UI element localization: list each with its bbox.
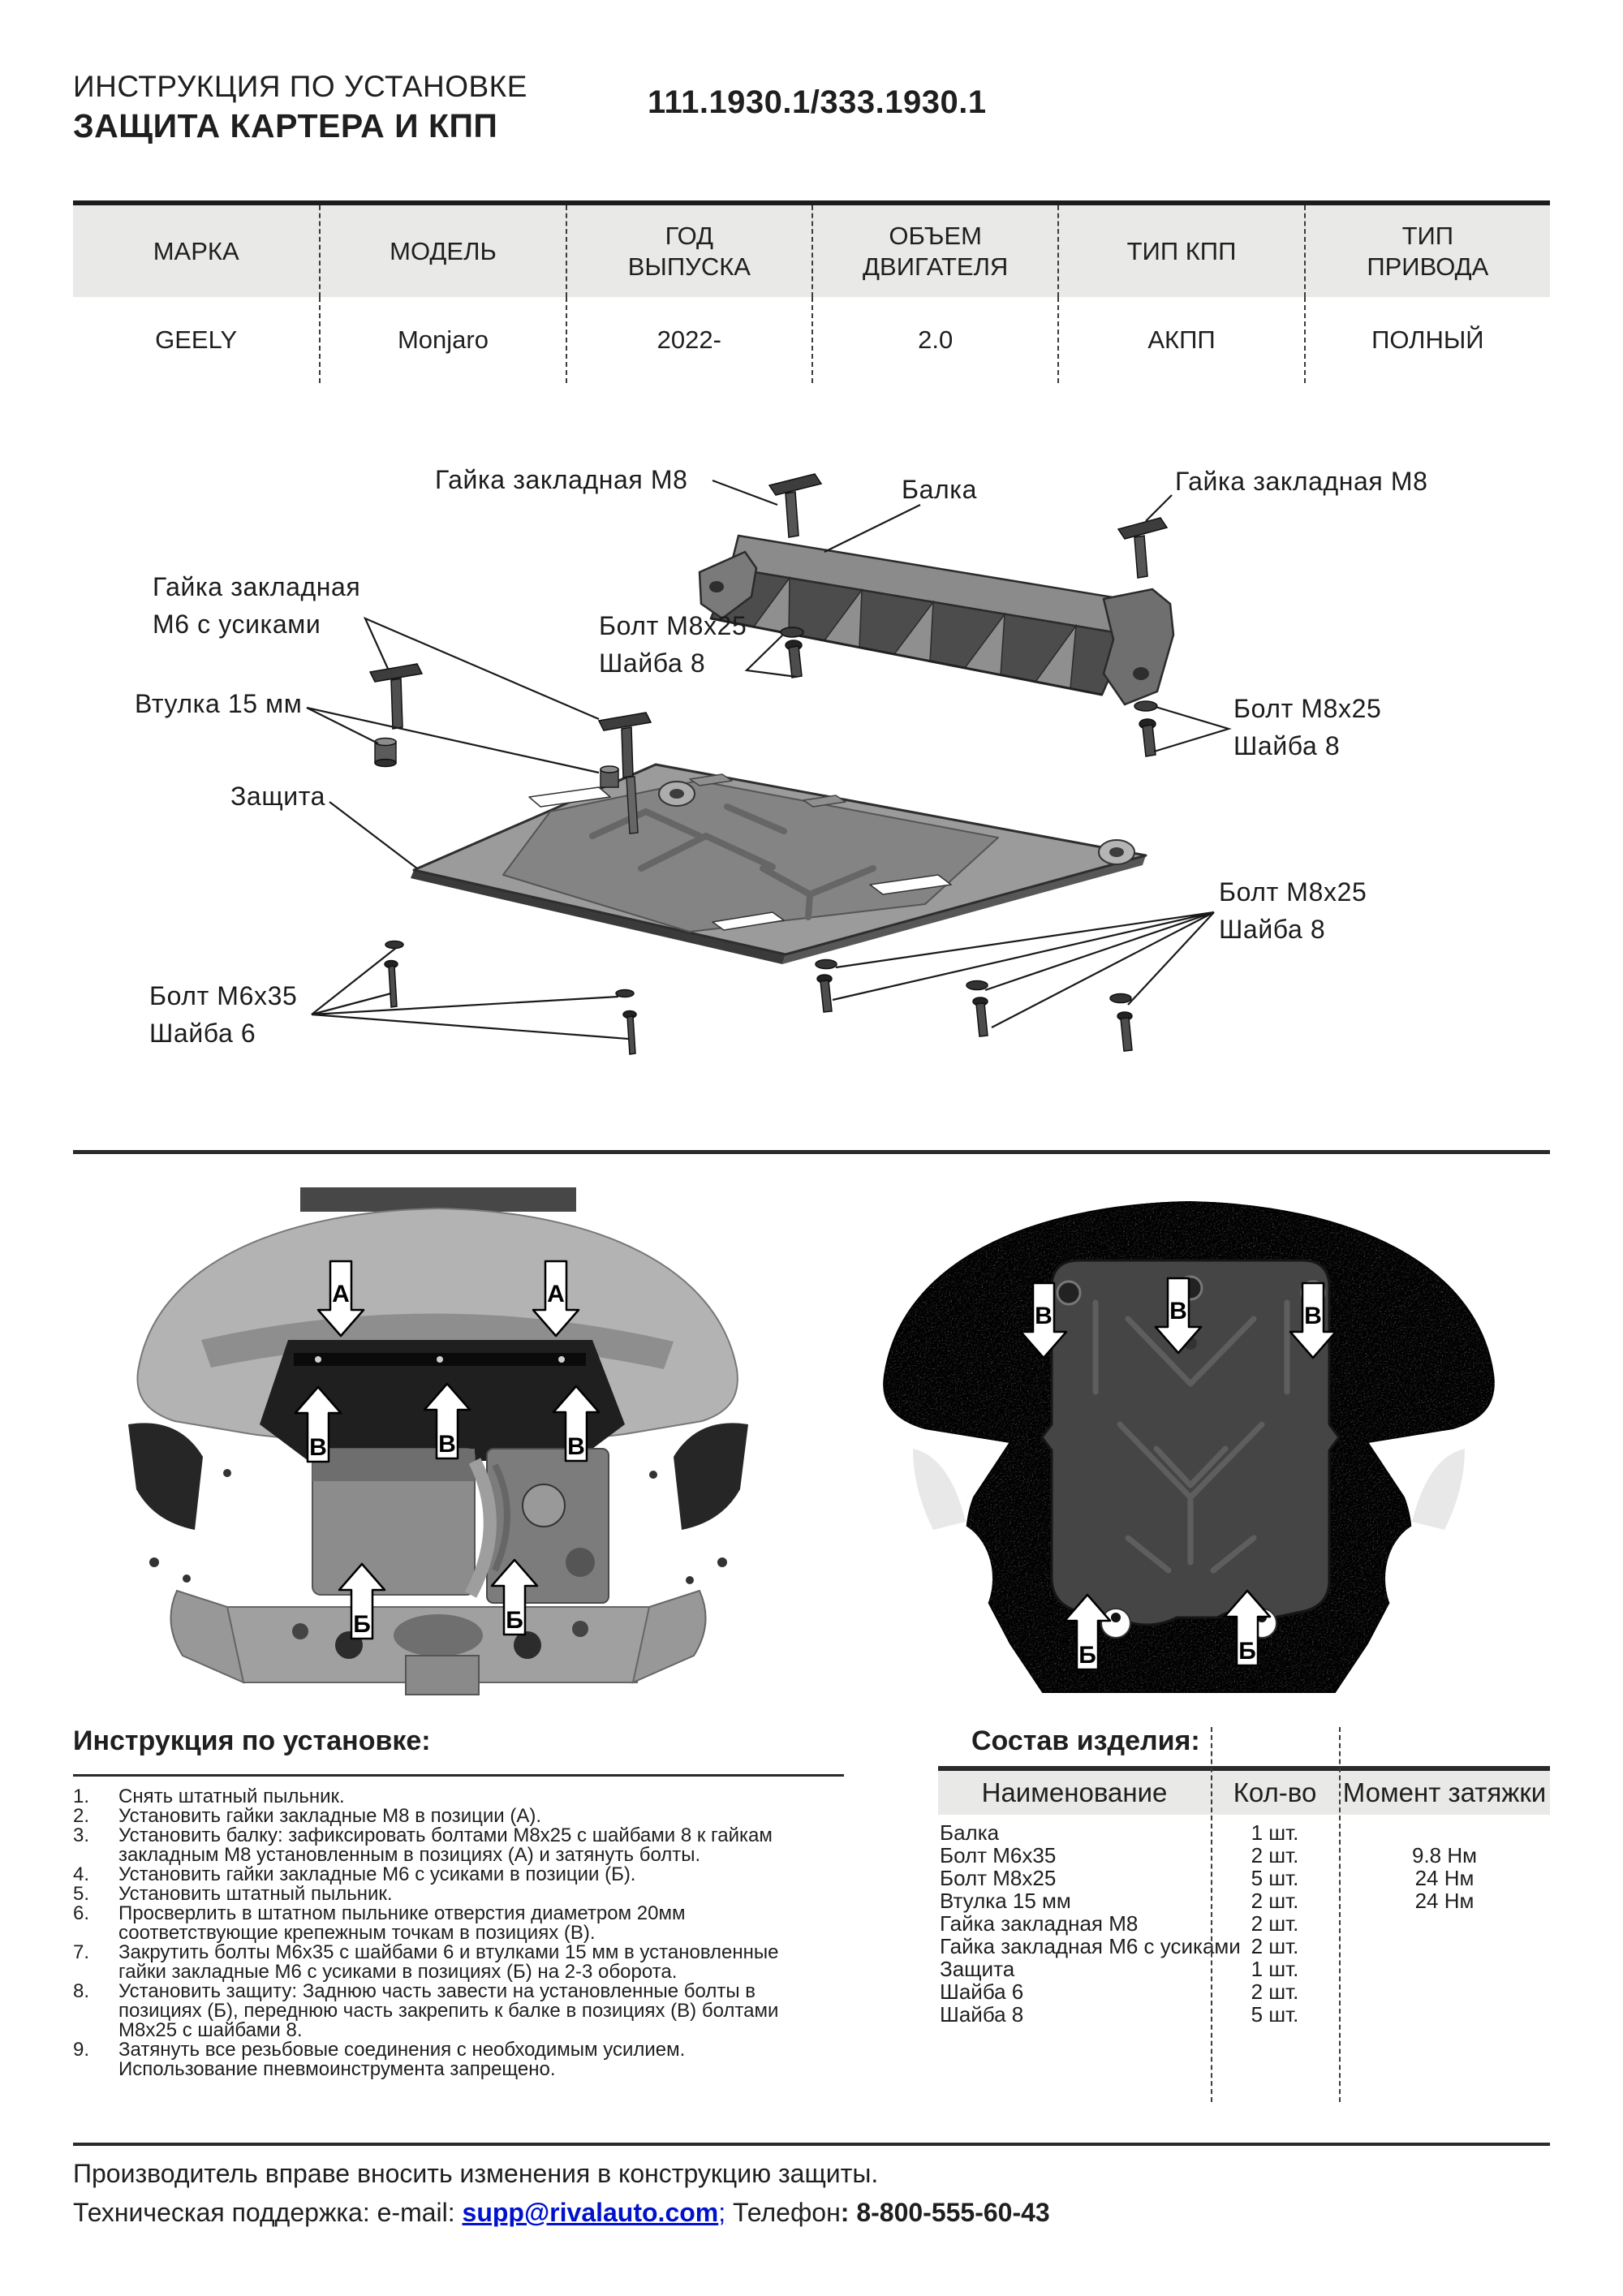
instruction-item: 7. Закрутить болты М6х35 с шайбами 6 и втулками 15 мм в установленные гайки закладные М6 с усиками в позициях (Б) на 2-3 оборота.: [73, 1941, 779, 1983]
vehicle-table-data-row: [73, 297, 1550, 383]
parts-col-qty: Кол-во: [1233, 1777, 1317, 1807]
svg-text:А: А: [547, 1281, 565, 1307]
parts-row: [938, 1958, 1550, 1980]
parts-row: [938, 1867, 1550, 1889]
parts-cell: Гайка закладная М6 с усиками: [940, 1934, 1241, 1958]
vehicle-col-header: МАРКА: [153, 236, 239, 265]
underbody-photo-before: [105, 1181, 771, 1696]
instruction-item: 2. Установить гайки закладные М8 в позиции (А).: [73, 1805, 541, 1827]
label-washer8-mid: Шайба 8: [599, 648, 706, 678]
parts-cell: Болт М8х25: [940, 1866, 1057, 1890]
parts-cell: [1339, 1958, 1550, 1980]
footer-support-prefix: Техническая поддержка: e-mail:: [73, 2198, 463, 2227]
parts-row: [938, 1844, 1550, 1867]
parts-cell: Втулка 15 мм: [940, 1889, 1071, 1913]
instruction-item: 8. Установить защиту: Заднюю часть завести на установленные болты в позициях (Б), переднюю часть закрепить к балке в позициях (В) болтами М8х25 с шайбами 8.: [73, 1980, 779, 2041]
footer-divider: [73, 2143, 1550, 2146]
parts-row: [938, 1935, 1550, 1958]
parts-cell: Защита: [940, 1957, 1015, 1981]
parts-col-separator-1: [1211, 1727, 1212, 2102]
parts-cell: Шайба 8: [940, 2002, 1024, 2027]
doc-title-line2: ЗАЩИТА КАРТЕРА И КПП: [73, 107, 498, 144]
parts-cell: 24 Нм: [1414, 1889, 1474, 1913]
instruction-item: 5. Установить штатный пыльник.: [73, 1883, 393, 1905]
parts-cell: 5 шт.: [1251, 2002, 1299, 2027]
svg-text:В: В: [1035, 1303, 1053, 1329]
footer-semicolon: ;: [718, 2198, 726, 2227]
label-bolt-m8-mid: Болт М8х25: [599, 611, 747, 640]
parts-title: Состав изделия:: [971, 1725, 1200, 1756]
parts-cell: Болт М6х35: [940, 1843, 1057, 1867]
parts-cell: [1339, 1821, 1550, 1844]
instruction-item: 6. Просверлить в штатном пыльнике отверстия диаметром 20мм соответствующие крепежным точкам в позициях (В).: [73, 1902, 686, 1944]
svg-text:В: В: [1304, 1303, 1322, 1329]
vehicle-table: [73, 200, 1550, 383]
plate-part: [411, 765, 1146, 964]
parts-cell: Шайба 6: [940, 1979, 1024, 2004]
label-nut-m6-2: М6 с усиками: [153, 610, 321, 639]
svg-text:Б: Б: [1078, 1642, 1096, 1669]
vehicle-col-header: ОБЪЕМ ДВИГАТЕЛЯ: [812, 205, 1057, 297]
parts-cell: 2 шт.: [1251, 1911, 1299, 1936]
parts-cell: 24 Нм: [1414, 1866, 1474, 1890]
instructions-list: [73, 1787, 852, 2079]
parts-cell: [1339, 1912, 1550, 1935]
instructions-title-rule: [73, 1774, 844, 1777]
parts-cell: 2 шт.: [1251, 1934, 1299, 1958]
parts-row: [938, 1912, 1550, 1935]
vehicle-table-header-row: [73, 205, 1550, 297]
exploded-diagram: [73, 430, 1550, 1152]
parts-cell: 5 шт.: [1251, 1866, 1299, 1890]
label-bushing: Втулка 15 мм: [135, 689, 303, 718]
parts-row: [938, 2003, 1550, 2026]
parts-cell: [1339, 1935, 1550, 1958]
photo-right-illustration: [884, 1202, 1494, 1692]
label-plate: Защита: [230, 782, 326, 811]
vehicle-col-header: ТИП ПРИВОДА: [1304, 205, 1550, 297]
instruction-item: 3. Установить балку: зафиксировать болтами М8х25 с шайбами 8 к гайкам закладным М8 установленным в позициях (А) и затянуть болты.: [73, 1824, 773, 1866]
vehicle-cell: Monjaro: [319, 297, 565, 383]
instruction-item: 1. Снять штатный пыльник.: [73, 1786, 345, 1807]
parts-cell: 1 шт.: [1251, 1820, 1299, 1845]
svg-text:В: В: [1169, 1298, 1187, 1325]
parts-row: [938, 1980, 1550, 2003]
svg-text:Б: Б: [1238, 1638, 1256, 1665]
label-nut-m8-right: Гайка закладная М8: [1175, 467, 1428, 496]
instructions-title: Инструкция по установке:: [73, 1725, 431, 1756]
vehicle-col-header: ГОД ВЫПУСКА: [566, 205, 812, 297]
vehicle-cell: 2022-: [566, 297, 812, 383]
svg-text:А: А: [332, 1281, 350, 1307]
part-number: 111.1930.1/333.1930.1: [648, 84, 987, 120]
vehicle-cell: АКПП: [1057, 297, 1303, 383]
label-washer6: Шайба 6: [149, 1019, 256, 1048]
label-bolt-m6: Болт М6х35: [149, 981, 298, 1010]
svg-text:В: В: [438, 1431, 456, 1458]
label-bolt-m8-right: Болт М8х25: [1233, 694, 1382, 723]
support-email-link[interactable]: supp@rivalauto.com: [462, 2198, 719, 2227]
beam-part: [700, 536, 1173, 704]
vehicle-cell: GEELY: [155, 325, 238, 354]
section-divider: [73, 1150, 1550, 1154]
parts-col-name: Наименование: [981, 1777, 1168, 1807]
instruction-item: 9. Затянуть все резьбовые соединения с необходимым усилием. Использование пневмоинструмента запрещено.: [73, 2039, 686, 2080]
footer-support-line: [73, 2198, 1050, 2228]
parts-cell: [1339, 2003, 1550, 2026]
parts-row: [938, 1889, 1550, 1912]
svg-text:Б: Б: [353, 1611, 371, 1638]
parts-col-separator-2: [1339, 1727, 1341, 2102]
parts-cell: 9.8 Нм: [1411, 1843, 1478, 1867]
parts-cell: Гайка закладная М8: [940, 1911, 1139, 1936]
parts-cell: Балка: [940, 1820, 1000, 1845]
label-washer8-bottom: Шайба 8: [1219, 915, 1326, 944]
parts-cell: 2 шт.: [1251, 1889, 1299, 1913]
svg-text:В: В: [567, 1433, 585, 1460]
parts-cell: 2 шт.: [1251, 1979, 1299, 2004]
footer-disclaimer: Производитель вправе вносить изменения в конструкцию защиты.: [73, 2159, 879, 2188]
parts-table-rows: [938, 1821, 1550, 2026]
footer-phone-label: Телефон: [725, 2198, 841, 2227]
label-nut-m6-1: Гайка закладная: [153, 572, 361, 601]
label-washer8-right: Шайба 8: [1233, 731, 1341, 760]
parts-cell: [1339, 1980, 1550, 2003]
underbody-photo-after: [836, 1181, 1542, 1696]
vehicle-col-header: МОДЕЛЬ: [319, 205, 565, 297]
label-bolt-m8-bottom: Болт М8х25: [1219, 877, 1367, 907]
svg-text:В: В: [309, 1434, 327, 1461]
svg-text:Б: Б: [506, 1607, 523, 1634]
label-nut-m8-left: Гайка закладная М8: [435, 465, 688, 494]
vehicle-cell: 2.0: [812, 297, 1057, 383]
parts-cell: 1 шт.: [1251, 1957, 1299, 1981]
instruction-item: 4. Установить гайки закладные М6 с усиками в позиции (Б).: [73, 1863, 636, 1885]
parts-col-torque: Момент затяжки: [1342, 1777, 1547, 1807]
parts-row: [938, 1821, 1550, 1844]
vehicle-cell: ПОЛНЫЙ: [1304, 297, 1550, 383]
parts-cell: 2 шт.: [1251, 1843, 1299, 1867]
doc-title-line1: ИНСТРУКЦИЯ ПО УСТАНОВКЕ: [73, 70, 527, 103]
label-beam: Балка: [902, 475, 977, 504]
footer-phone-number: : 8-800-555-60-43: [840, 2198, 1050, 2227]
vehicle-col-header: ТИП КПП: [1057, 205, 1303, 297]
parts-table-header: [938, 1771, 1550, 1815]
